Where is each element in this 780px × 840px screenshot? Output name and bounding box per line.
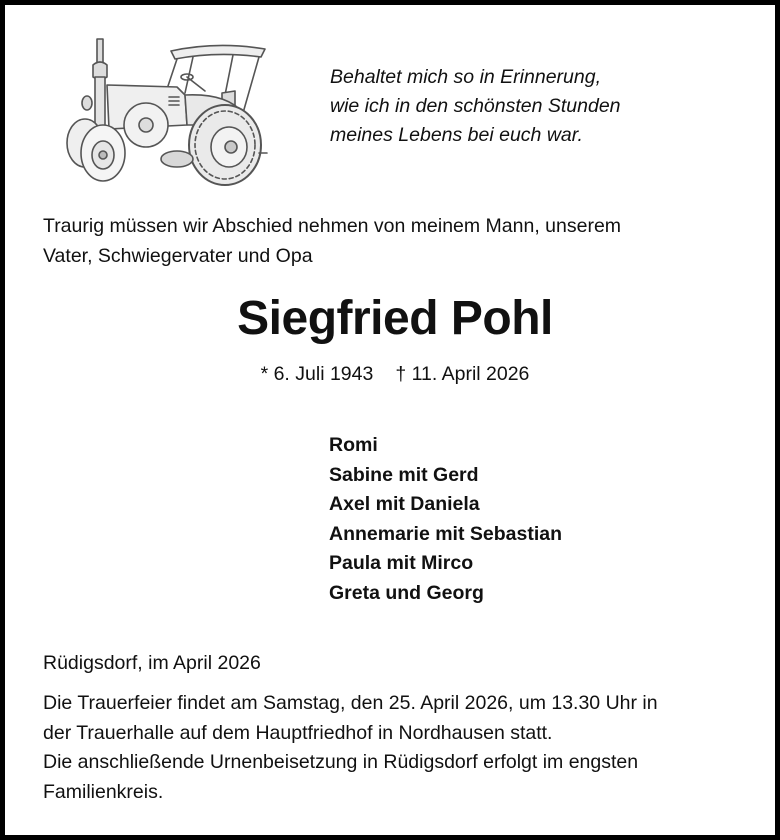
place-date: Rüdigsdorf, im April 2026: [43, 652, 261, 674]
quote-line: Behaltet mich so in Erinnerung,: [330, 66, 601, 88]
intro-line: Traurig müssen wir Abschied nehmen von meinem Mann, unserem: [43, 215, 622, 237]
family-member: Paula mit Mirco: [329, 552, 474, 575]
birth-date: * 6. Juli 1943: [260, 363, 374, 385]
deceased-name: Siegfried Pohl: [237, 292, 553, 345]
intro-line: Vater, Schwiegervater und Opa: [43, 245, 313, 267]
family-member: Axel mit Daniela: [329, 493, 480, 516]
intro-text: [43, 211, 621, 271]
funeral-line: der Trauerhalle auf dem Hauptfriedhof in Nordhausen statt.: [43, 721, 553, 744]
quote-line: wie ich in den schönsten Stunden: [330, 95, 621, 117]
family-member: Sabine mit Gerd: [329, 463, 479, 486]
family-member: Greta und Georg: [329, 581, 484, 604]
funeral-info: [43, 689, 658, 807]
tractor-illustration: [47, 33, 269, 189]
quote-line: meines Lebens bei euch war.: [330, 124, 583, 146]
funeral-line: Die Trauerfeier findet am Samstag, den 25. April 2026, um 13.30 Uhr in: [43, 692, 658, 714]
funeral-line: Die anschließende Urnenbeisetzung in Rüdigsdorf erfolgt im engsten: [43, 751, 639, 774]
family-list: [329, 431, 562, 609]
family-member: Romi: [329, 434, 378, 456]
death-date: † 11. April 2026: [395, 363, 530, 385]
memorial-quote: [330, 63, 621, 150]
life-dates: [5, 361, 780, 387]
family-member: Annemarie mit Sebastian: [329, 522, 562, 545]
funeral-line: Familienkreis.: [43, 780, 164, 803]
